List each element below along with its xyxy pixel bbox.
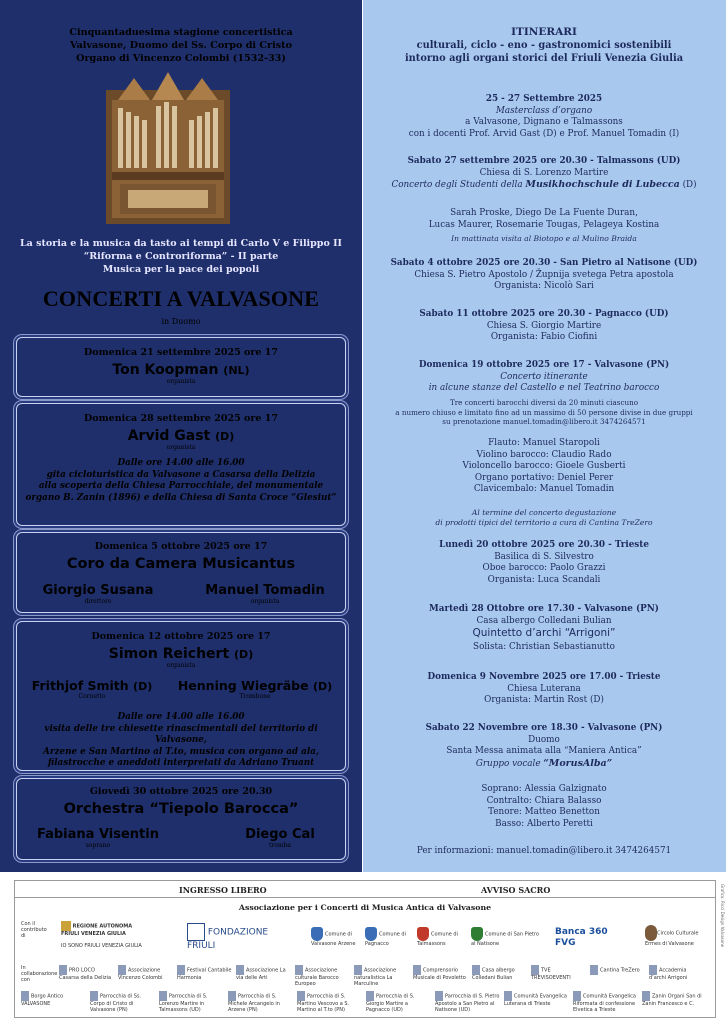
iosono-logo: IO SONO FRIULI VENEZIA GIULIA: [61, 943, 142, 949]
event-colledani-bulian: Martedì 28 Ottobre ore 17.30 - Valvasone (PN) Casa albergo Colledani Bulian Quintetto d’archi “Arrigoni” Solista: Christian Sebastianutto: [429, 604, 659, 652]
logo-icon: [177, 965, 185, 975]
footer-rule: [15, 897, 715, 898]
program-description: La storia e la musica da tasto ai tempi di Carlo V e Filippo II “Riforma e Controriforma” - II parte Musica per la pace dei popoli: [20, 238, 342, 275]
parish-logo: Borgo Antico VALVASONE: [21, 991, 86, 1007]
collab-label: In collaborazione con: [21, 965, 58, 983]
collaborator-logos: [59, 965, 709, 989]
performer-2: Manuel Tomadin organista: [205, 583, 325, 605]
regione-logo: REGIONE AUTONOMA FRIULI VENEZIA GIULIA: [61, 921, 151, 937]
event-talmassons: Sabato 27 settembre 2025 ore 20.30 - Talmassons (UD) Chiesa di S. Lorenzo Martire Concerto degli Studenti della Musikhochschule di Lubecca (D): [391, 156, 697, 190]
parish-logo: Parrocchia di S. Martino Vescovo a S. Martino al T.to (PN): [297, 991, 362, 1013]
logo-icon: [297, 991, 305, 1001]
event-valvasone-tasting: Al termine del concerto degustazione di prodotti tipici del territorio a cura di Cantina TreZero: [435, 508, 653, 527]
collaborator-logo: Casa albergo Colledani Bulian: [472, 965, 527, 981]
collaborator-logo: Associazione La via delle Arti: [236, 965, 291, 981]
concert-date: Giovedì 30 ottobre 2025 ore 20.30: [89, 786, 273, 797]
booking-contact[interactable]: su prenotazione manuel.tomadin@libero.it 3474264571: [442, 417, 646, 426]
event-trieste-luterana: Domenica 9 Novembre 2025 ore 17.00 - Trieste Chiesa Luterana Organista: Martin Rost (D): [427, 672, 661, 705]
event-valvasone-itinerante: Domenica 19 ottobre 2025 ore 17 - Valvasone (PN) Concerto itinerante in alcune stanze del Castello e nel Teatrino barocco: [418, 360, 670, 393]
concert-ensemble: Orchestra “Tiepolo Barocca”: [63, 801, 299, 817]
banca-360-logo: Banca 360 FVG: [555, 927, 608, 948]
concert-date: Domenica 12 ottobre 2025 ore 17: [91, 631, 271, 642]
collaborator-logo: PRO LOCO Casarsa della Delizia: [59, 965, 114, 981]
sponsor-footer: [14, 880, 716, 1018]
organ-illustration: [98, 72, 238, 228]
parish-logo: Parrocchia di S. Lorenzo Martire in Talmassons (UD): [159, 991, 224, 1013]
logo-icon: [159, 991, 167, 1001]
credit-text: Grafica: Ricci Design Valvasone: [720, 884, 725, 948]
concert-performer: Arvid Gast (D): [127, 428, 235, 444]
event-san-pietro: Sabato 4 ottobre 2025 ore 20.30 - San Pietro al Natisone (UD) Chiesa S. Pietro Apostolo / Župnija svetega Petra apostola Organista: Nicolò Sari: [390, 258, 698, 291]
logo-icon: [236, 965, 244, 975]
parish-logo: Zanin Organi San di Zanin Francesco e C.: [642, 991, 707, 1007]
comune-pagnacco: Comune di Pagnacco: [365, 927, 415, 947]
crest-icon: [417, 927, 429, 941]
concert-card-3: [16, 532, 346, 613]
event-valvasone-musicians: Flauto: Manuel Staropoli Violino barocco: Claudio Rado Violoncello barocco: Gioele Gusberti Organo portativo: Deniel Perer Clavicembalo: Manuel Tomadin: [462, 438, 626, 494]
concert-performer: Simon Reichert (D): [108, 646, 254, 662]
collaborator-logo: Accademia d’archi Arrigoni: [649, 965, 704, 981]
event-masterclass: 25 - 27 Settembre 2025 Masterclass d’organo a Valvasone, Dignano e Talmassons con i docenti Prof. Arvid Gast (D) e Prof. Manuel Tomadin (I): [408, 94, 680, 139]
crest-icon: [311, 927, 323, 941]
logo-icon: [573, 991, 581, 1001]
circolo-icon: [645, 925, 657, 941]
concert-ensemble: Coro da Camera Musicantus: [66, 556, 296, 572]
concert-note: Dalle ore 14.00 alle 16.00 gita cicloturistica da Valvasone a Casarsa della Delizia alla scoperta della Chiesa Parrocchiale, del monumentale organo B. Zanin (1896) e della Chiesa di Santa Croce “Glesiut”: [25, 458, 337, 503]
performer-role: organista: [166, 378, 196, 385]
collaborator-logo: Associazione culturale Barocco Europeo: [295, 965, 350, 987]
circolo-ermes-logo: Circolo Culturale Ermes di Valvasone: [645, 925, 711, 947]
collaborator-logo: Festival Cantabile Harmonia: [177, 965, 232, 981]
logo-icon: [649, 965, 657, 975]
logo-icon: [531, 965, 539, 975]
comune-talmassons: Comune di Talmassons: [417, 927, 467, 947]
collaborator-logo: Associazione naturalistica La Marculine: [354, 965, 409, 987]
concert-card-2: [16, 403, 346, 526]
page-title: CONCERTI A VALVASONE: [42, 286, 320, 311]
performer-2: Henning Wiegräbe (D) Trombone: [177, 678, 333, 700]
parish-logo: Parrocchia di S. Pietro Apostolo a San Pietro al Natisone (UD): [435, 991, 500, 1013]
concert-date: Domenica 5 ottobre 2025 ore 17: [94, 541, 268, 552]
comune-valvasone: Comune di Valvasone Arzene: [311, 927, 361, 947]
parish-logos: [21, 991, 711, 1015]
concert-date: Domenica 21 settembre 2025 ore 17: [84, 347, 278, 358]
event-duomo-singers: Soprano: Alessia Galzignato Contralto: Chiara Balasso Tenore: Matteo Benetton Basso: Alberto Peretti: [481, 784, 607, 829]
avviso-sacro: AVVISO SACRO: [481, 885, 551, 895]
contact-info[interactable]: Per informazioni: manuel.tomadin@libero.it 3474264571: [416, 846, 672, 856]
concert-note: Dalle ore 14.00 alle 16.00 visita delle tre chiesette rinascimentali del territorio di Valvasone, Arzene e San Martino al T.to, musica con organo ad ala, filastrocche e aneddoti interpretati da Adriano Truant: [43, 712, 319, 768]
concert-performer: Ton Koopman (NL): [112, 362, 250, 378]
itinerari-header: ITINERARI culturali, ciclo - eno - gastronomici sostenibili intorno agli organi storici del Friuli Venezia Giulia: [404, 26, 684, 64]
fondazione-friuli-logo: FONDAZIONE FRIULI: [187, 923, 287, 951]
performer-1: Fabiana Visentin soprano: [36, 827, 159, 849]
performer-2: Diego Cal tromba: [245, 827, 315, 849]
logo-icon: [90, 991, 98, 1001]
parish-logo: Parrocchia di S. Giorgio Martire a Pagnacco (UD): [366, 991, 431, 1013]
concert-date: Domenica 28 settembre 2025 ore 17: [84, 413, 278, 424]
crest-icon: [471, 927, 483, 941]
logo-icon: [118, 965, 126, 975]
performer-role: organista: [166, 444, 196, 451]
logo-icon: [366, 991, 374, 1001]
event-valvasone-booking: Tre concerti barocchi diversi da 20 minuti ciascuno a numero chiuso e limitato fino ad un massimo di 50 persone divise in due gruppi su prenotazione manuel.tomadin@libero.it 3474264571: [362, 398, 726, 427]
logo-icon: [59, 965, 67, 975]
concert-card-4: [16, 621, 346, 771]
page-subtitle: in Duomo: [161, 317, 201, 326]
event-pagnacco: Sabato 11 ottobre 2025 ore 20.30 - Pagnacco (UD) Chiesa S. Giorgio Martire Organista: Fabio Ciofini: [419, 309, 669, 342]
logo-icon: [590, 965, 598, 975]
logo-icon: [642, 991, 650, 1001]
logo-icon: [504, 991, 512, 1001]
performer-role: organista: [166, 662, 196, 669]
fondazione-icon: [187, 923, 205, 941]
performer-1: Giorgio Susana direttore: [42, 583, 154, 605]
logo-icon: [435, 991, 443, 1001]
parish-logo: Comunità Evangelica Luterana di Trieste: [504, 991, 569, 1007]
contrib-label: Con il contributo di: [21, 921, 47, 939]
collaborator-logo: TVE TREVISOEVENTI: [531, 965, 586, 981]
event-duomo-messa: Sabato 22 Novembre ore 18.30 - Valvasone (PN) Duomo Santa Messa animata alla “Maniera Antica” Gruppo vocale “MorusAlba”: [425, 723, 663, 769]
parish-logo: Parrocchia di S. Michele Arcangelo in Arzene (PN): [228, 991, 293, 1013]
concert-card-5: [16, 778, 346, 860]
logo-icon: [472, 965, 480, 975]
logo-icon: [21, 991, 29, 1001]
logo-icon: [295, 965, 303, 975]
logo-icon: [413, 965, 421, 975]
concert-card-1: [16, 337, 346, 397]
parish-logo: Parrocchia di Ss. Corpo di Cristo di Valvasone (PN): [90, 991, 155, 1013]
performer-1: Frithjof Smith (D) Cornetto: [31, 678, 153, 700]
collaborator-logo: Associazione Vincenzo Colombi: [118, 965, 173, 981]
logo-icon: [228, 991, 236, 1001]
event-talmassons-students: Sarah Proske, Diego De La Fuente Duran, Lucas Maurer, Rosemarie Tougas, Pelageya Kostina In mattinata visita al Biotopo e al Mulino Braida: [428, 208, 660, 243]
ingresso-libero: INGRESSO LIBERO: [179, 885, 267, 895]
regione-icon: [61, 921, 71, 931]
footer-header: [15, 881, 715, 897]
season-header: Cinquantaduesima stagione concertistica Valvasone, Duomo del Ss. Corpo di Cristo Organo di Vincenzo Colombi (1532-33): [69, 27, 293, 64]
collaborator-logo: Cantina TreZero: [590, 965, 645, 975]
comune-san-pietro: Comune di San Pietro al Natisone: [471, 927, 543, 947]
association-name: Associazione per i Concerti di Musica Antica di Valvasone: [238, 903, 492, 912]
logo-icon: [354, 965, 362, 975]
parish-logo: Comunità Evangelica Riformata di confessione Elvetica a Trieste: [573, 991, 638, 1013]
crest-icon: [365, 927, 377, 941]
collaborator-logo: Comprensorio Musicale di Povoletto: [413, 965, 468, 981]
event-trieste-silvestro: Lunedì 20 ottobre 2025 ore 20.30 - Trieste Basilica di S. Silvestro Oboe barocco: Paolo Grazzi Organista: Luca Scandali: [439, 540, 649, 585]
